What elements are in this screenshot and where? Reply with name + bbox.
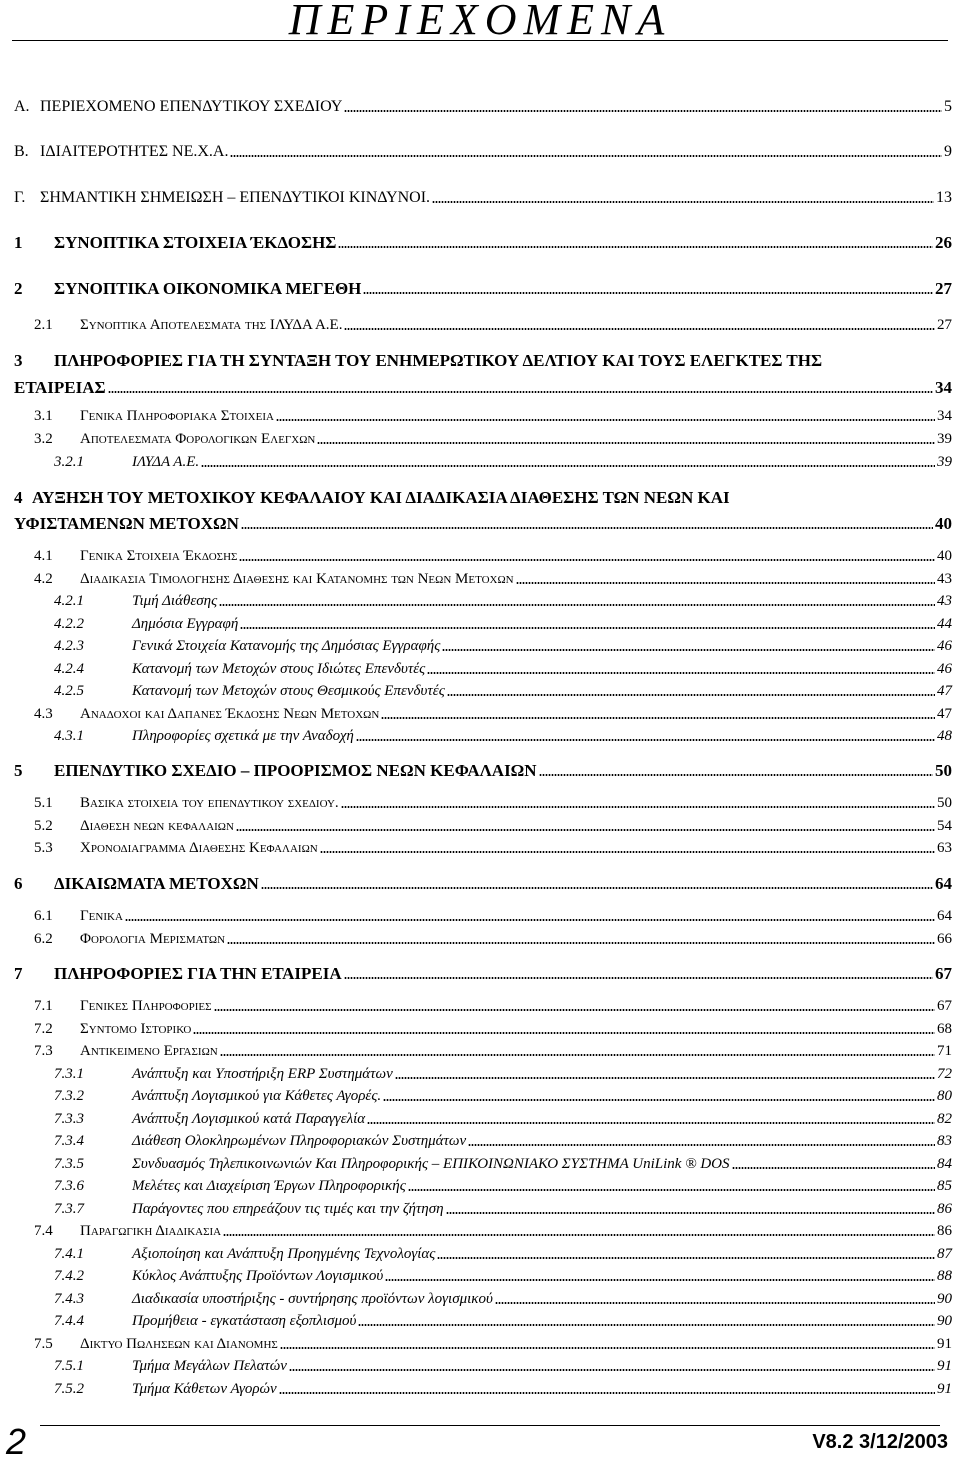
footer-version: V8.2 3/12/2003 [812, 1431, 948, 1453]
toc-entry-title: Παράγοντες που επηρεάζουν τις τιμές και την ζήτηση [132, 1201, 444, 1217]
toc-entry-title: Χρονοδιαγραμμα Διαθεσης Κεφαλαιων [80, 840, 318, 856]
toc-entry-title: Προμήθεια - εγκατάσταση εξοπλισμού [132, 1313, 357, 1329]
toc-entry-number: 7.5.1 [54, 1358, 84, 1374]
toc-entry[interactable] [0, 658, 960, 680]
toc-entry-page: 64 [937, 908, 952, 924]
toc-entry[interactable] [0, 1130, 960, 1152]
toc-entry-number: 7.3.7 [54, 1201, 84, 1217]
toc-leader-dots [516, 582, 935, 584]
toc-entry[interactable] [0, 873, 960, 895]
toc-leader-dots [125, 919, 935, 921]
toc-entry-number: 4.2.3 [54, 638, 84, 654]
toc-leader-dots [358, 1324, 935, 1326]
toc-entry[interactable] [0, 487, 960, 509]
toc-leader-dots [427, 672, 935, 674]
toc-entry[interactable] [0, 760, 960, 782]
toc-leader-dots [338, 246, 933, 248]
toc-entry-title: Διαδικασια Τιμολογησης Διαθεσης και Κατανομης των Νεων Μετοχων [80, 571, 514, 587]
toc-entry-title: ΑΥΞΗΣΗ ΤΟΥ ΜΕΤΟΧΙΚΟΥ ΚΕΦΑΛΑΙΟΥ ΚΑΙ ΔΙΑΔΙΚΑΣΙΑ ΔΙΑΘΕΣΗΣ ΤΩΝ ΝΕΩΝ ΚΑΙ [32, 488, 730, 507]
toc-entry-page: 48 [937, 728, 952, 744]
toc-entry-page: 27 [937, 317, 952, 333]
toc-entry-page: 82 [937, 1111, 952, 1127]
toc-entry-title: Κατανομή των Μετοχών στους Ιδιώτες Επενδυτές [132, 661, 426, 677]
toc-entry[interactable] [0, 513, 960, 535]
toc-entry-page: 91 [937, 1358, 952, 1374]
toc-leader-dots [383, 1099, 935, 1101]
toc-entry[interactable] [0, 1333, 960, 1355]
toc-entry[interactable] [0, 278, 960, 300]
toc-leader-dots [279, 1392, 935, 1394]
toc-entry-number: 5.3 [34, 840, 53, 856]
toc-entry-number: 4.1 [34, 548, 53, 564]
toc-entry-page: 34 [935, 378, 952, 397]
toc-entry[interactable] [0, 141, 960, 163]
toc-leader-dots [108, 391, 933, 393]
toc-entry[interactable] [0, 1355, 960, 1377]
toc-entry-page: 86 [937, 1223, 952, 1239]
toc-entry-page: 46 [937, 661, 952, 677]
toc-entry[interactable] [0, 1085, 960, 1107]
toc-entry[interactable] [0, 1198, 960, 1220]
toc-entry-title: ΙΔΙΑΙΤΕΡΟΤΗΤΕΣ ΝΕ.Χ.Α. [40, 143, 229, 160]
toc-leader-dots [241, 527, 933, 529]
toc-entry-page: 91 [937, 1336, 952, 1352]
toc-entry[interactable] [0, 792, 960, 814]
toc-entry[interactable] [0, 1220, 960, 1242]
toc-entry-page: 50 [935, 761, 952, 780]
toc-entry-title: Γενικες Πληροφοριες [80, 998, 212, 1014]
toc-entry-page: 46 [937, 638, 952, 654]
toc-entry-page: 43 [937, 571, 952, 587]
toc-entry-title: Μελέτες και Διαχείριση Έργων Πληροφορικής [132, 1178, 406, 1194]
toc-entry-page: 84 [937, 1156, 952, 1172]
toc-entry[interactable] [0, 928, 960, 950]
toc-entry-title: ΣΥΝΟΠΤΙΚΑ ΣΤΟΙΧΕΙΑ ΈΚΔΟΣΗΣ [54, 233, 337, 252]
toc-entry-number: 7.3.6 [54, 1178, 84, 1194]
toc-entry-number: 1 [14, 233, 23, 252]
toc-entry-number: 7.4.4 [54, 1313, 84, 1329]
toc-entry-number: 7.4.2 [54, 1268, 84, 1284]
toc-leader-dots [495, 1302, 935, 1304]
toc-entry-number: 4.2 [34, 571, 53, 587]
toc-leader-dots [289, 1369, 935, 1371]
toc-entry[interactable] [0, 545, 960, 567]
toc-entry-title: Διαθεση νεων κεφαλαιων [80, 818, 234, 834]
toc-entry-number: 6.1 [34, 908, 53, 924]
toc-entry-page: 66 [937, 931, 952, 947]
toc-entry-title: Ανάπτυξη Λογισμικού για Κάθετες Αγορές. [132, 1088, 382, 1104]
toc-entry-number: 7.3.3 [54, 1111, 84, 1127]
toc-leader-dots [193, 1032, 935, 1034]
toc-entry-number: 7.3 [34, 1043, 53, 1059]
toc-entry-page: 67 [937, 998, 952, 1014]
toc-leader-dots [344, 977, 933, 979]
toc-leader-dots [732, 1167, 935, 1169]
toc-leader-dots [276, 419, 935, 421]
toc-entry-number: 4 [14, 488, 23, 507]
toc-entry[interactable] [0, 1243, 960, 1265]
toc-entry-title: Διαδικασία υποστήριξης - συντήρησης προϊόντων λογισμικού [132, 1291, 493, 1307]
toc-entry[interactable] [0, 725, 960, 747]
toc-entry-number: 7.2 [34, 1021, 53, 1037]
toc-entry[interactable] [0, 1378, 960, 1400]
toc-entry-title: Δημόσια Εγγραφή [132, 616, 239, 632]
toc-entry-page: 54 [937, 818, 952, 834]
toc-entry[interactable] [0, 1063, 960, 1085]
toc-leader-dots [395, 1077, 935, 1079]
toc-entry-title: Κύκλος Ανάπτυξης Προϊόντων Λογισμικού [132, 1268, 384, 1284]
toc-leader-dots [227, 942, 935, 944]
toc-entry-title: ΠΛΗΡΟΦΟΡΙΕΣ ΓΙΑ ΤΗΝ ΕΤΑΙΡΕΙΑ [54, 964, 342, 983]
toc-entry-page: 72 [937, 1066, 952, 1082]
toc-entry-page: 83 [937, 1133, 952, 1149]
toc-leader-dots [223, 1234, 935, 1236]
toc-entry-title: Συνοπτικα Αποτελεσματα της ΙΛΥΔΑ Α.Ε. [80, 317, 343, 333]
toc-entry-number: 7.1 [34, 998, 53, 1014]
toc-entry-title: Αποτελεσματα Φορολογικων Ελεγχων [80, 431, 316, 447]
toc-entry-page: 63 [937, 840, 952, 856]
toc-leader-dots [356, 739, 935, 741]
toc-entry-page: 50 [937, 795, 952, 811]
toc-entry[interactable] [0, 963, 960, 985]
toc-entry-page: 91 [937, 1381, 952, 1397]
toc-entry-title: ΥΦΙΣΤΑΜΕΝΩΝ ΜΕΤΟΧΩΝ [14, 514, 239, 533]
toc-entry-number: Β. [14, 143, 29, 160]
toc-entry-number: 4.3.1 [54, 728, 84, 744]
toc-entry-page: 34 [937, 408, 952, 424]
toc-entry-number: 2 [14, 279, 23, 298]
toc-entry-page: 86 [937, 1201, 952, 1217]
toc-entry[interactable] [0, 96, 960, 118]
toc-entry-number: Α. [14, 98, 30, 115]
toc-entry[interactable] [0, 1288, 960, 1310]
toc-leader-dots [320, 851, 935, 853]
toc-entry-title: ΕΠΕΝΔΥΤΙΚΟ ΣΧΕΔΙΟ – ΠΡΟΟΡΙΣΜΟΣ ΝΕΩΝ ΚΕΦΑΛΑΙΩΝ [54, 761, 537, 780]
toc-entry[interactable] [0, 1108, 960, 1130]
toc-entry[interactable] [0, 377, 960, 399]
toc-entry-number: 7.3.1 [54, 1066, 84, 1082]
toc-entry-number: 5.1 [34, 795, 53, 811]
toc-leader-dots [432, 201, 934, 203]
toc-entry-page: 39 [937, 454, 952, 470]
toc-entry-number: 5 [14, 761, 23, 780]
toc-entry-title: ΔΙΚΑΙΩΜΑΤΑ ΜΕΤΟΧΩΝ [54, 874, 259, 893]
toc-leader-dots [381, 717, 935, 719]
footer-divider [40, 1425, 940, 1426]
toc-entry-number: 7.4 [34, 1223, 53, 1239]
toc-entry-title: Συνδυασμός Τηλεπικοινωνιών Και Πληροφορικής – ΕΠΙΚΟΙΝΩΝΙΑΚΟ ΣΥΣΤΗΜΑ UniLink ® DOS [132, 1156, 730, 1172]
toc-leader-dots [344, 110, 942, 112]
toc-leader-dots [447, 694, 935, 696]
toc-entry-number: 4.2.4 [54, 661, 84, 677]
toc-leader-dots [240, 627, 935, 629]
toc-entry-page: 47 [937, 683, 952, 699]
toc-entry-number: 7.3.2 [54, 1088, 84, 1104]
toc-entry-number: Γ. [14, 189, 26, 206]
toc-entry-title: Αναδοχοι και Δαπανες Έκδοσης Νεων Μετοχων [80, 706, 380, 722]
toc-entry[interactable] [0, 613, 960, 635]
toc-leader-dots [261, 887, 933, 889]
toc-entry-title: Γενικα Στοιχεια Έκδοσης [80, 548, 238, 564]
toc-leader-dots [236, 829, 935, 831]
toc-entry-number: 3 [14, 351, 23, 370]
toc-entry[interactable] [0, 635, 960, 657]
toc-entry-number: 7.5 [34, 1336, 53, 1352]
toc-entry-page: 43 [937, 593, 952, 609]
toc-entry-title: ΕΤΑΙΡΕΙΑΣ [14, 378, 106, 397]
toc-entry-page: 40 [937, 548, 952, 564]
toc-entry-number: 4.2.1 [54, 593, 84, 609]
toc-entry-title: Γενικα [80, 908, 123, 924]
toc-entry-page: 44 [937, 616, 952, 632]
toc-entry-number: 3.2 [34, 431, 53, 447]
toc-entry-number: 6.2 [34, 931, 53, 947]
toc-entry-page: 13 [936, 189, 952, 206]
toc-leader-dots [280, 1347, 935, 1349]
toc-entry[interactable] [0, 405, 960, 427]
toc-entry-page: 90 [937, 1291, 952, 1307]
toc-entry[interactable] [0, 1310, 960, 1332]
toc-entry-title: Ανάπτυξη Λογισμικού κατά Παραγγελία [132, 1111, 366, 1127]
toc-entry-title: Φορολογια Μερισματων [80, 931, 226, 947]
toc-entry-title: ΣΗΜΑΝΤΙΚΗ ΣΗΜΕΙΩΣΗ – ΕΠΕΝΔΥΤΙΚΟΙ ΚΙΝΔΥΝΟΙ. [40, 189, 431, 206]
toc-entry-number: 7.3.5 [54, 1156, 84, 1172]
page-title: ΠΕΡΙΕΧΟΜΕΝΑ [288, 0, 672, 44]
toc-entry-page: 47 [937, 706, 952, 722]
toc-entry-number: 3.1 [34, 408, 53, 424]
toc-entry[interactable] [0, 590, 960, 612]
toc-entry-title: Παραγωγικη Διαδικασια [80, 1223, 222, 1239]
toc-entry-page: 85 [937, 1178, 952, 1194]
toc-leader-dots [317, 442, 935, 444]
toc-leader-dots [219, 604, 935, 606]
toc-entry-number: 7.4.3 [54, 1291, 84, 1307]
toc-leader-dots [201, 465, 935, 467]
toc-entry-page: 88 [937, 1268, 952, 1284]
toc-entry[interactable] [0, 428, 960, 450]
toc-leader-dots [214, 1009, 935, 1011]
toc-entry-number: 4.2.2 [54, 616, 84, 632]
toc-entry[interactable] [0, 905, 960, 927]
toc-entry-title: Κατανομή των Μετοχών στους Θεσμικούς Επενδυτές [132, 683, 445, 699]
toc-entry[interactable] [0, 314, 960, 336]
toc-entry-number: 4.3 [34, 706, 53, 722]
toc-entry-title: Βασικα στοιχεια του επενδυτικου σχεδιου. [80, 795, 339, 811]
toc-entry-title: ΠΕΡΙΕΧΟΜΕΝΟ ΕΠΕΝΔΥΤΙΚΟΥ ΣΧΕΔΙΟΥ [40, 98, 343, 115]
toc-entry-number: 7.3.4 [54, 1133, 84, 1149]
toc-entry-page: 26 [935, 233, 952, 252]
toc-entry-title: Τμήμα Κάθετων Αγορών [132, 1381, 277, 1397]
toc-entry[interactable] [0, 1265, 960, 1287]
toc-entry-title: ΠΛΗΡΟΦΟΡΙΕΣ ΓΙΑ ΤΗ ΣΥΝΤΑΞΗ ΤΟΥ ΕΝΗΜΕΡΩΤΙΚΟΥ ΔΕΛΤΙΟΥ ΚΑΙ ΤΟΥΣ ΕΛΕΓΚΤΕΣ ΤΗΣ [54, 351, 823, 370]
toc-entry-page: 87 [937, 1246, 952, 1262]
toc-entry-number: 4.2.5 [54, 683, 84, 699]
toc-entry-title: Τμήμα Μεγάλων Πελατών [132, 1358, 287, 1374]
toc-entry[interactable] [0, 1175, 960, 1197]
toc-entry[interactable] [0, 995, 960, 1017]
toc-leader-dots [363, 292, 933, 294]
toc-entry-page: 5 [944, 98, 952, 115]
toc-entry-title: Ανάπτυξη και Υποστήριξη ERP Συστημάτων [132, 1066, 393, 1082]
toc-entry-number: 7.5.2 [54, 1381, 84, 1397]
toc-entry-title: Πληροφορίες σχετικά με την Αναδοχή [132, 728, 354, 744]
toc-entry-number: 6 [14, 874, 23, 893]
toc-entry-number: 3.2.1 [54, 454, 84, 470]
toc-entry-title: Αξιοποίηση και Ανάπτυξη Προηγμένης Τεχνολογίας [132, 1246, 436, 1262]
toc-leader-dots [385, 1279, 935, 1281]
toc-entry[interactable] [0, 350, 960, 372]
toc-entry-page: 90 [937, 1313, 952, 1329]
toc-entry[interactable] [0, 232, 960, 254]
toc-entry-page: 9 [944, 143, 952, 160]
toc-entry[interactable] [0, 703, 960, 725]
toc-entry-title: Συντομο Ιστορικο [80, 1021, 192, 1037]
toc-entry-title: Γενικά Στοιχεία Κατανομής της Δημόσιας Εγγραφής [132, 638, 441, 654]
toc-entry-number: 7.4.1 [54, 1246, 84, 1262]
toc-leader-dots [239, 559, 935, 561]
toc-entry-page: 80 [937, 1088, 952, 1104]
toc-entry-page: 67 [935, 964, 952, 983]
toc-entry[interactable] [0, 815, 960, 837]
toc-entry-page: 39 [937, 431, 952, 447]
toc-leader-dots [446, 1212, 935, 1214]
toc-entry-title: Γενικα Πληροφοριακα Στοιχεια [80, 408, 274, 424]
toc-entry-title: Αντικειμενο Εργασιων [80, 1043, 218, 1059]
toc-entry-page: 71 [937, 1043, 952, 1059]
toc-leader-dots [341, 806, 935, 808]
toc-entry-title: Τιμή Διάθεσης [132, 593, 218, 609]
title-divider [12, 40, 948, 41]
toc-entry[interactable] [0, 451, 960, 473]
toc-entry[interactable] [0, 1018, 960, 1040]
toc-entry-number: 5.2 [34, 818, 53, 834]
toc-leader-dots [442, 649, 935, 651]
toc-entry-page: 27 [935, 279, 952, 298]
toc-entry[interactable] [0, 568, 960, 590]
toc-entry-title: Διάθεση Ολοκληρωμένων Πληροφοριακών Συστημάτων [132, 1133, 467, 1149]
toc-leader-dots [437, 1257, 935, 1259]
toc-entry-number: 7 [14, 964, 23, 983]
toc-entry-number: 2.1 [34, 317, 53, 333]
toc-leader-dots [220, 1054, 935, 1056]
toc-leader-dots [468, 1144, 935, 1146]
toc-entry-page: 40 [935, 514, 952, 533]
toc-entry[interactable] [0, 1153, 960, 1175]
toc-leader-dots [408, 1189, 935, 1191]
toc-leader-dots [539, 774, 933, 776]
toc-leader-dots [344, 328, 935, 330]
toc-entry-title: Δικτυο Πωλησεων και Διανομης [80, 1336, 278, 1352]
toc-leader-dots [367, 1122, 935, 1124]
footer-page-number: 2 [6, 1421, 27, 1462]
toc-leader-dots [230, 155, 942, 157]
toc-entry-title: ΣΥΝΟΠΤΙΚΑ ΟΙΚΟΝΟΜΙΚΑ ΜΕΓΕΘΗ [54, 279, 362, 298]
toc-entry-page: 64 [935, 874, 952, 893]
toc-entry[interactable] [0, 1040, 960, 1062]
toc-entry[interactable] [0, 680, 960, 702]
toc-entry-page: 68 [937, 1021, 952, 1037]
toc-entry-title: ΙΛΥΔΑ Α.Ε. [132, 454, 200, 470]
toc-entry[interactable] [0, 187, 960, 209]
toc-entry[interactable] [0, 837, 960, 859]
